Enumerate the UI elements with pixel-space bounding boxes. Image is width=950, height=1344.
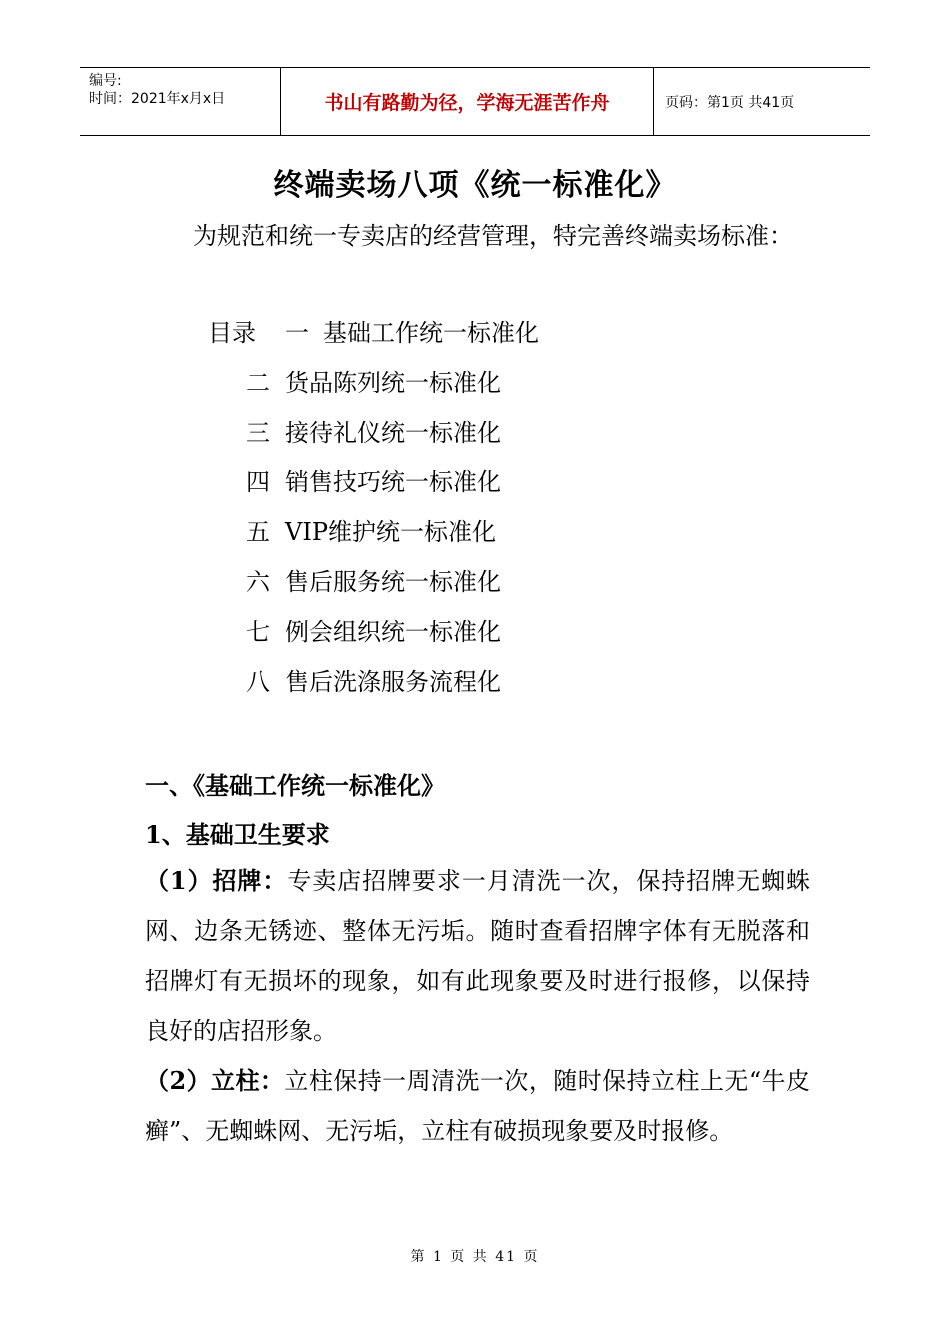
toc-item-num: 四 (246, 468, 270, 496)
toc-item-num: 六 (246, 568, 270, 596)
toc-item-text: 售后服务统一标准化 (285, 568, 501, 596)
subsection-heading: 1、基础卫生要求 (145, 820, 330, 849)
toc-item-text: 货品陈列统一标准化 (285, 369, 501, 397)
page-footer: 第 1 页 共 41 页 (410, 1249, 540, 1265)
item-paragraph (145, 1056, 810, 1156)
toc-item-num: 七 (246, 618, 270, 646)
header-motto-cell (281, 68, 654, 135)
header-page-cell (654, 68, 870, 135)
toc-item-text: 基础工作统一标准化 (323, 319, 539, 347)
toc-item-num: 二 (246, 369, 270, 397)
item-paragraph (145, 856, 810, 1056)
item-text: 立柱保持一周清洗一次，随时保持立柱上无“牛皮癣”、无蜘蛛网、无污垢，立柱有破损现象要及时报修。 (145, 1067, 810, 1145)
toc-item-num: 八 (246, 668, 270, 696)
toc-item-num: 五 (246, 518, 270, 546)
header-table (80, 67, 870, 136)
header-meta-cell (80, 68, 281, 135)
toc-item-num: 三 (246, 419, 270, 447)
toc-item-num: 一 (285, 319, 309, 347)
intro-paragraph: 为规范和统一专卖店的经营管理，特完善终端卖场标准： (193, 222, 793, 250)
toc-label: 目录 (208, 319, 256, 347)
document-title: 终端卖场八项《统一标准化》 (273, 168, 677, 203)
header-motto: 书山有路勤为径，学海无涯苦作舟 (324, 92, 610, 114)
toc-item-text: 接待礼仪统一标准化 (285, 419, 501, 447)
document-number-label: 编号: (89, 73, 122, 89)
toc-item-text: 例会组织统一标准化 (285, 618, 501, 646)
item-text: 专卖店招牌要求一月清洗一次，保持招牌无蜘蛛网、边条无锈迹、整体无污垢。随时查看招牌字体有无脱落和招牌灯有无损坏的现象，如有此现象要及时进行报修，以保持良好的店招形象。 (145, 867, 811, 1045)
section-heading: 一、《基础工作统一标准化》 (145, 771, 445, 800)
header-page-info: 页码：第1页 共41页 (665, 94, 795, 111)
toc-item-text: 销售技巧统一标准化 (285, 468, 501, 496)
document-time-label: 时间：2021年x月x日 (89, 91, 226, 107)
toc-item-text: VIP维护统一标准化 (285, 518, 496, 546)
item-label: （1）招牌： (145, 866, 288, 895)
item-label: （2）立柱： (145, 1066, 285, 1095)
toc-item-text: 售后洗涤服务流程化 (285, 668, 501, 696)
